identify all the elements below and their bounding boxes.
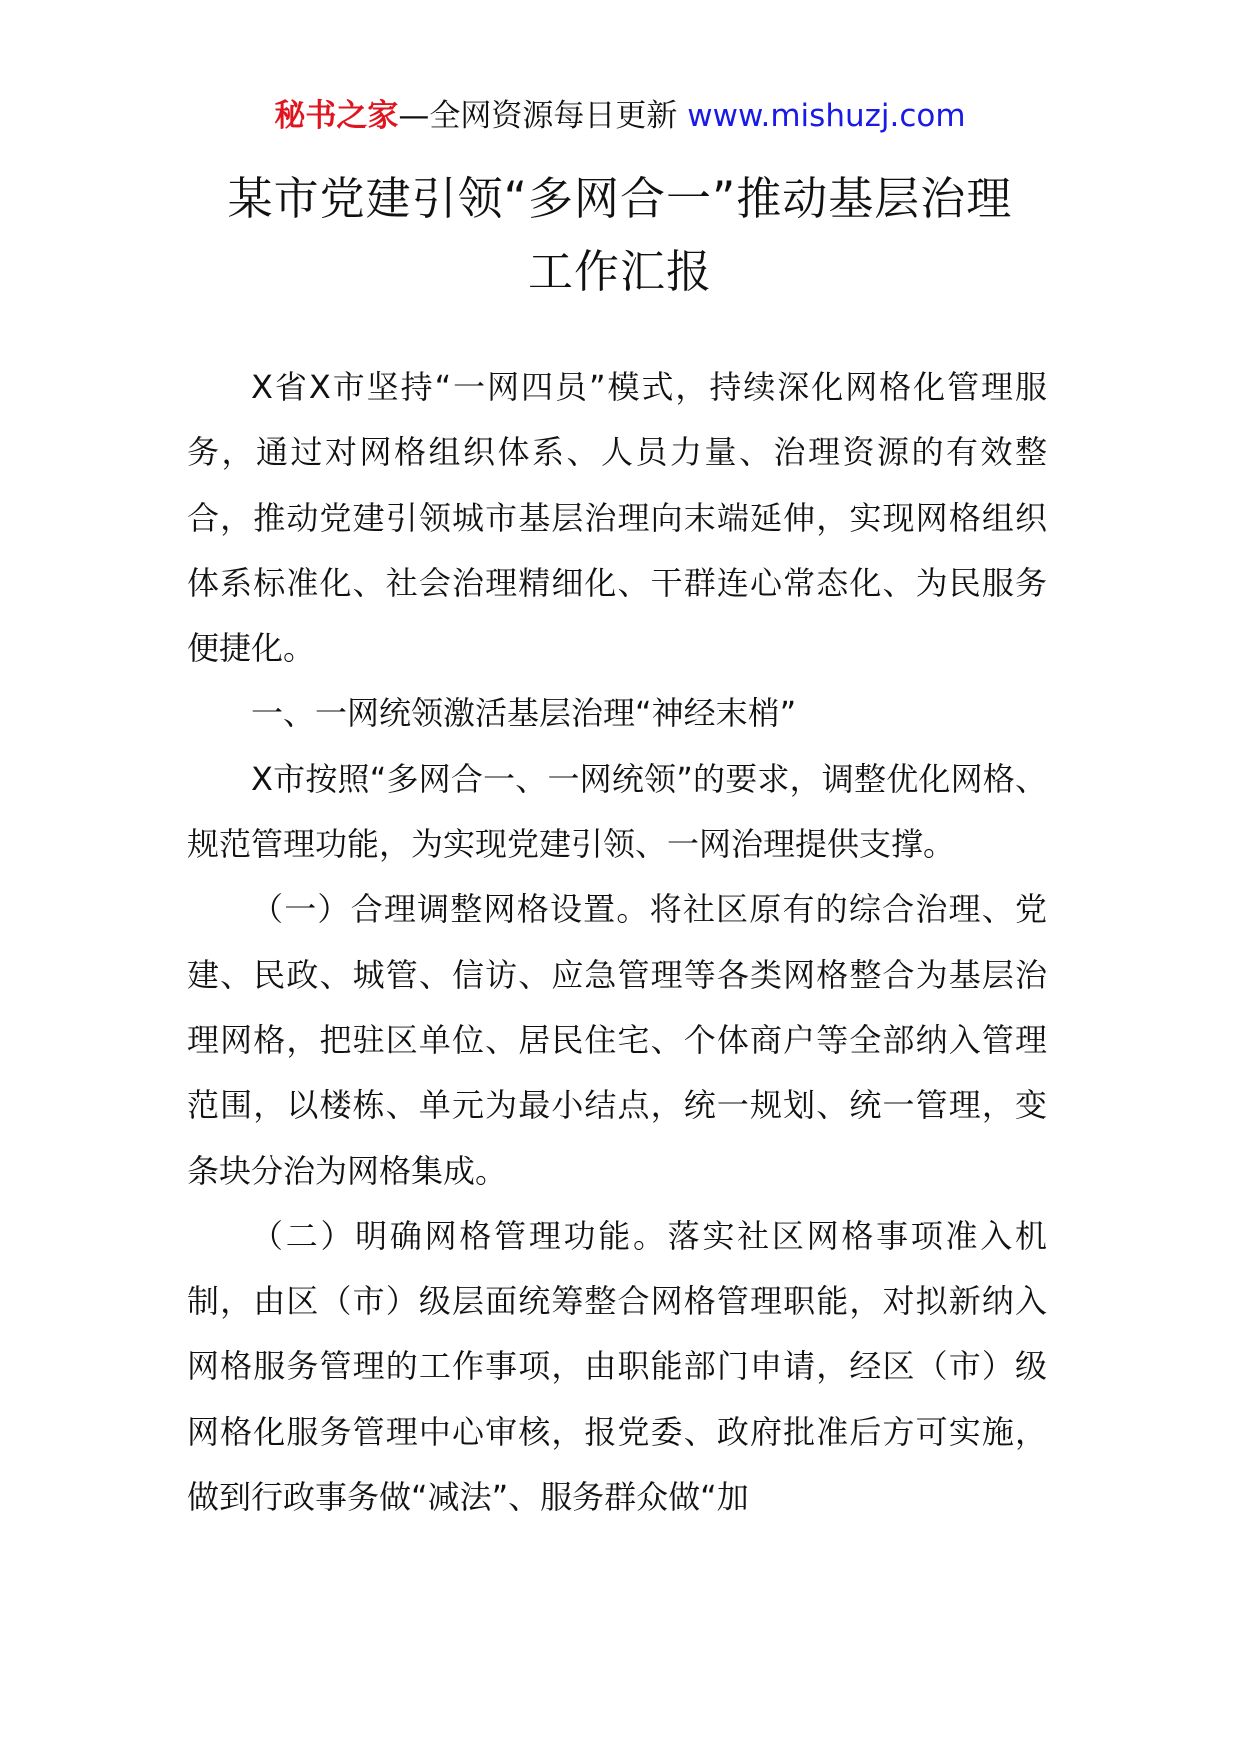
- title-line-2: 工作汇报: [527, 245, 712, 298]
- document-title: [0, 162, 1240, 308]
- section-heading: 一、一网统领激活基层治理“神经末梢”: [251, 694, 797, 733]
- intro-paragraph: X省X市坚持“一网四员”模式，持续深化网格化管理服务，通过对网格组织体系、人员力量、治理资源的有效整合，推动党建引领城市基层治理向末端延伸，实现网格组织体系标准化、社会治理精细化、干群连心常态化、为民服务便捷化。: [187, 368, 1047, 668]
- header-tagline: —全网资源每日更新: [398, 98, 678, 134]
- title-line-1: 某市党建引领“多网合一”推动基层治理: [227, 172, 1013, 225]
- site-header: [0, 96, 1240, 136]
- brand-name: 秘书之家: [274, 98, 399, 134]
- site-url-link[interactable]: www.mishuzj.com: [687, 98, 966, 134]
- section-paragraph: X市按照“多网合一、一网统领”的要求，调整优化网格、规范管理功能，为实现党建引领、一网治理提供支撑。: [187, 759, 1047, 864]
- subsection-paragraph-1: （一）合理调整网格设置。将社区原有的综合治理、党建、民政、城管、信访、应急管理等各类网格整合为基层治理网格，把驻区单位、居民住宅、个体商户等全部纳入管理范围，以楼栋、单元为最小结点，统一规划、统一管理，变条块分治为网格集成。: [187, 890, 1047, 1190]
- document-body: [187, 355, 1047, 1530]
- subsection-paragraph-2: （二）明确网格管理功能。落实社区网格事项准入机制，由区（市）级层面统筹整合网格管理职能，对拟新纳入网格服务管理的工作事项，由职能部门申请，经区（市）级网格化服务管理中心审核，报党委、政府批准后方可实施，做到行政事务做“减法”、服务群众做“加: [187, 1216, 1047, 1517]
